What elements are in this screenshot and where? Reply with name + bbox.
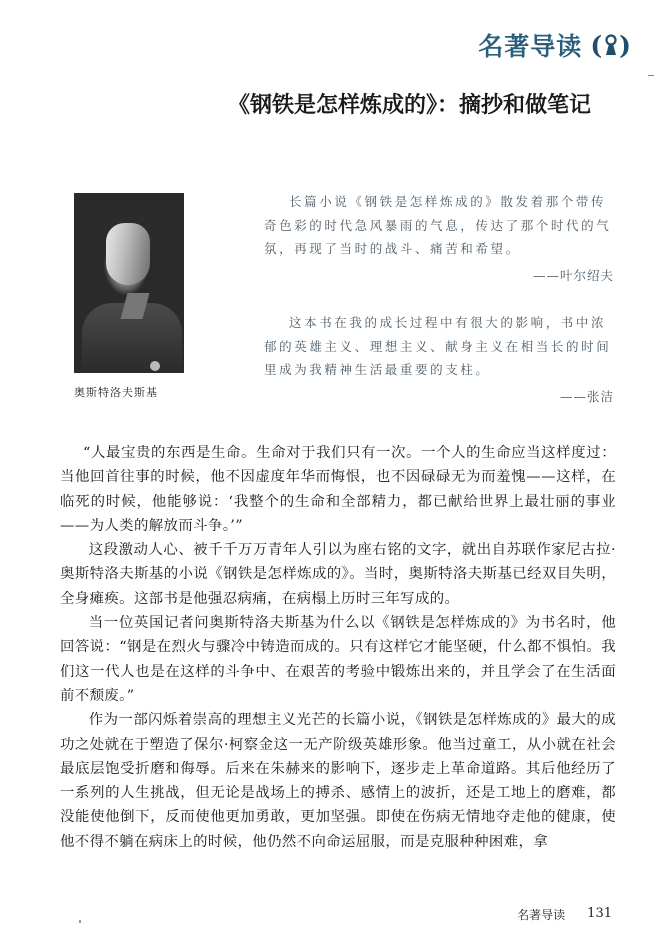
footer-mark	[79, 920, 81, 923]
footer-section-label: 名著导读	[517, 908, 566, 922]
paragraph: 这段激动人心、被千千万万青年人引以为座右铭的文字，就出自苏联作家尼古拉·奥斯特洛夫斯基的小说《钢铁是怎样炼成的》。当时，奥斯特洛夫斯基已经双目失明，全身瘫痪。这部书是他强忍病痛，在病榻上历时三年写成的。	[60, 542, 616, 607]
quote-text: 长篇小说《钢铁是怎样炼成的》散发着那个带传奇色彩的时代急风暴雨的气息，传达了那个时代的气氛，再现了当时的战斗、痛苦和希望。	[264, 194, 612, 256]
author-portrait	[74, 193, 184, 373]
section-label: 名著导读	[478, 32, 583, 61]
quote	[264, 311, 614, 408]
quote-text: 这本书在我的成长过程中有很大的影响，书中浓郁的英雄主义、理想主义、献身主义在相当长的时间里成为我精神生活最重要的支柱。	[264, 315, 612, 377]
section-header	[478, 27, 632, 63]
quotes-block	[264, 190, 614, 408]
portrait-caption: 奥斯特洛夫斯基	[74, 386, 158, 399]
page-title: 《钢铁是怎样炼成的》：摘抄和做笔记	[228, 92, 592, 118]
section-icon: ( )	[590, 30, 632, 60]
keyhole-icon	[604, 34, 618, 56]
body-text	[60, 441, 616, 854]
paragraph: “人最宝贵的东西是生命。生命对于我们只有一次。一个人的生命应当这样度过：当他回首往事的时候，他不因虚度年华而悔恨，也不因碌碌无为而羞愧——这样，在临死的时候，他能够说：‘我整个的生命和全部精力，都已献给世界上最壮丽的事业——为人类的解放而斗争。’”	[60, 445, 616, 534]
page-number: 131	[587, 906, 612, 921]
header-rule	[648, 75, 654, 76]
quote-attribution: ——张洁	[559, 388, 614, 404]
paragraph: 当一位英国记者问奥斯特洛夫斯基为什么以《钢铁是怎样炼成的》为书名时，他回答说：“钢是在烈火与骤冷中铸造而成的。只有这样它才能坚硬，什么都不惧怕。我们这一代人也是在这样的斗争中、在艰苦的考验中锻炼出来的，并且学会了在生活面前不颓废。”	[60, 615, 616, 704]
quote-attribution: ——叶尔绍夫	[532, 267, 614, 283]
page-footer	[517, 906, 612, 923]
paragraph: 作为一部闪烁着崇高的理想主义光芒的长篇小说，《钢铁是怎样炼成的》最大的成功之处就在于塑造了保尔·柯察金这一无产阶级英雄形象。他当过童工，从小就在社会最底层饱受折磨和侮辱。后来在朱赫来的影响下，逐步走上革命道路。其后他经历了一系列的人生挑战，但无论是战场上的搏杀、感情上的波折，还是工地上的磨难，都没能使他倒下，反而使他更加勇敢，更加坚强。即使在伤病无情地夺走他的健康，使他不得不躺在病床上的时候，他仍然不向命运屈服，而是克服种种困难，拿	[60, 712, 616, 850]
quote	[264, 190, 614, 287]
